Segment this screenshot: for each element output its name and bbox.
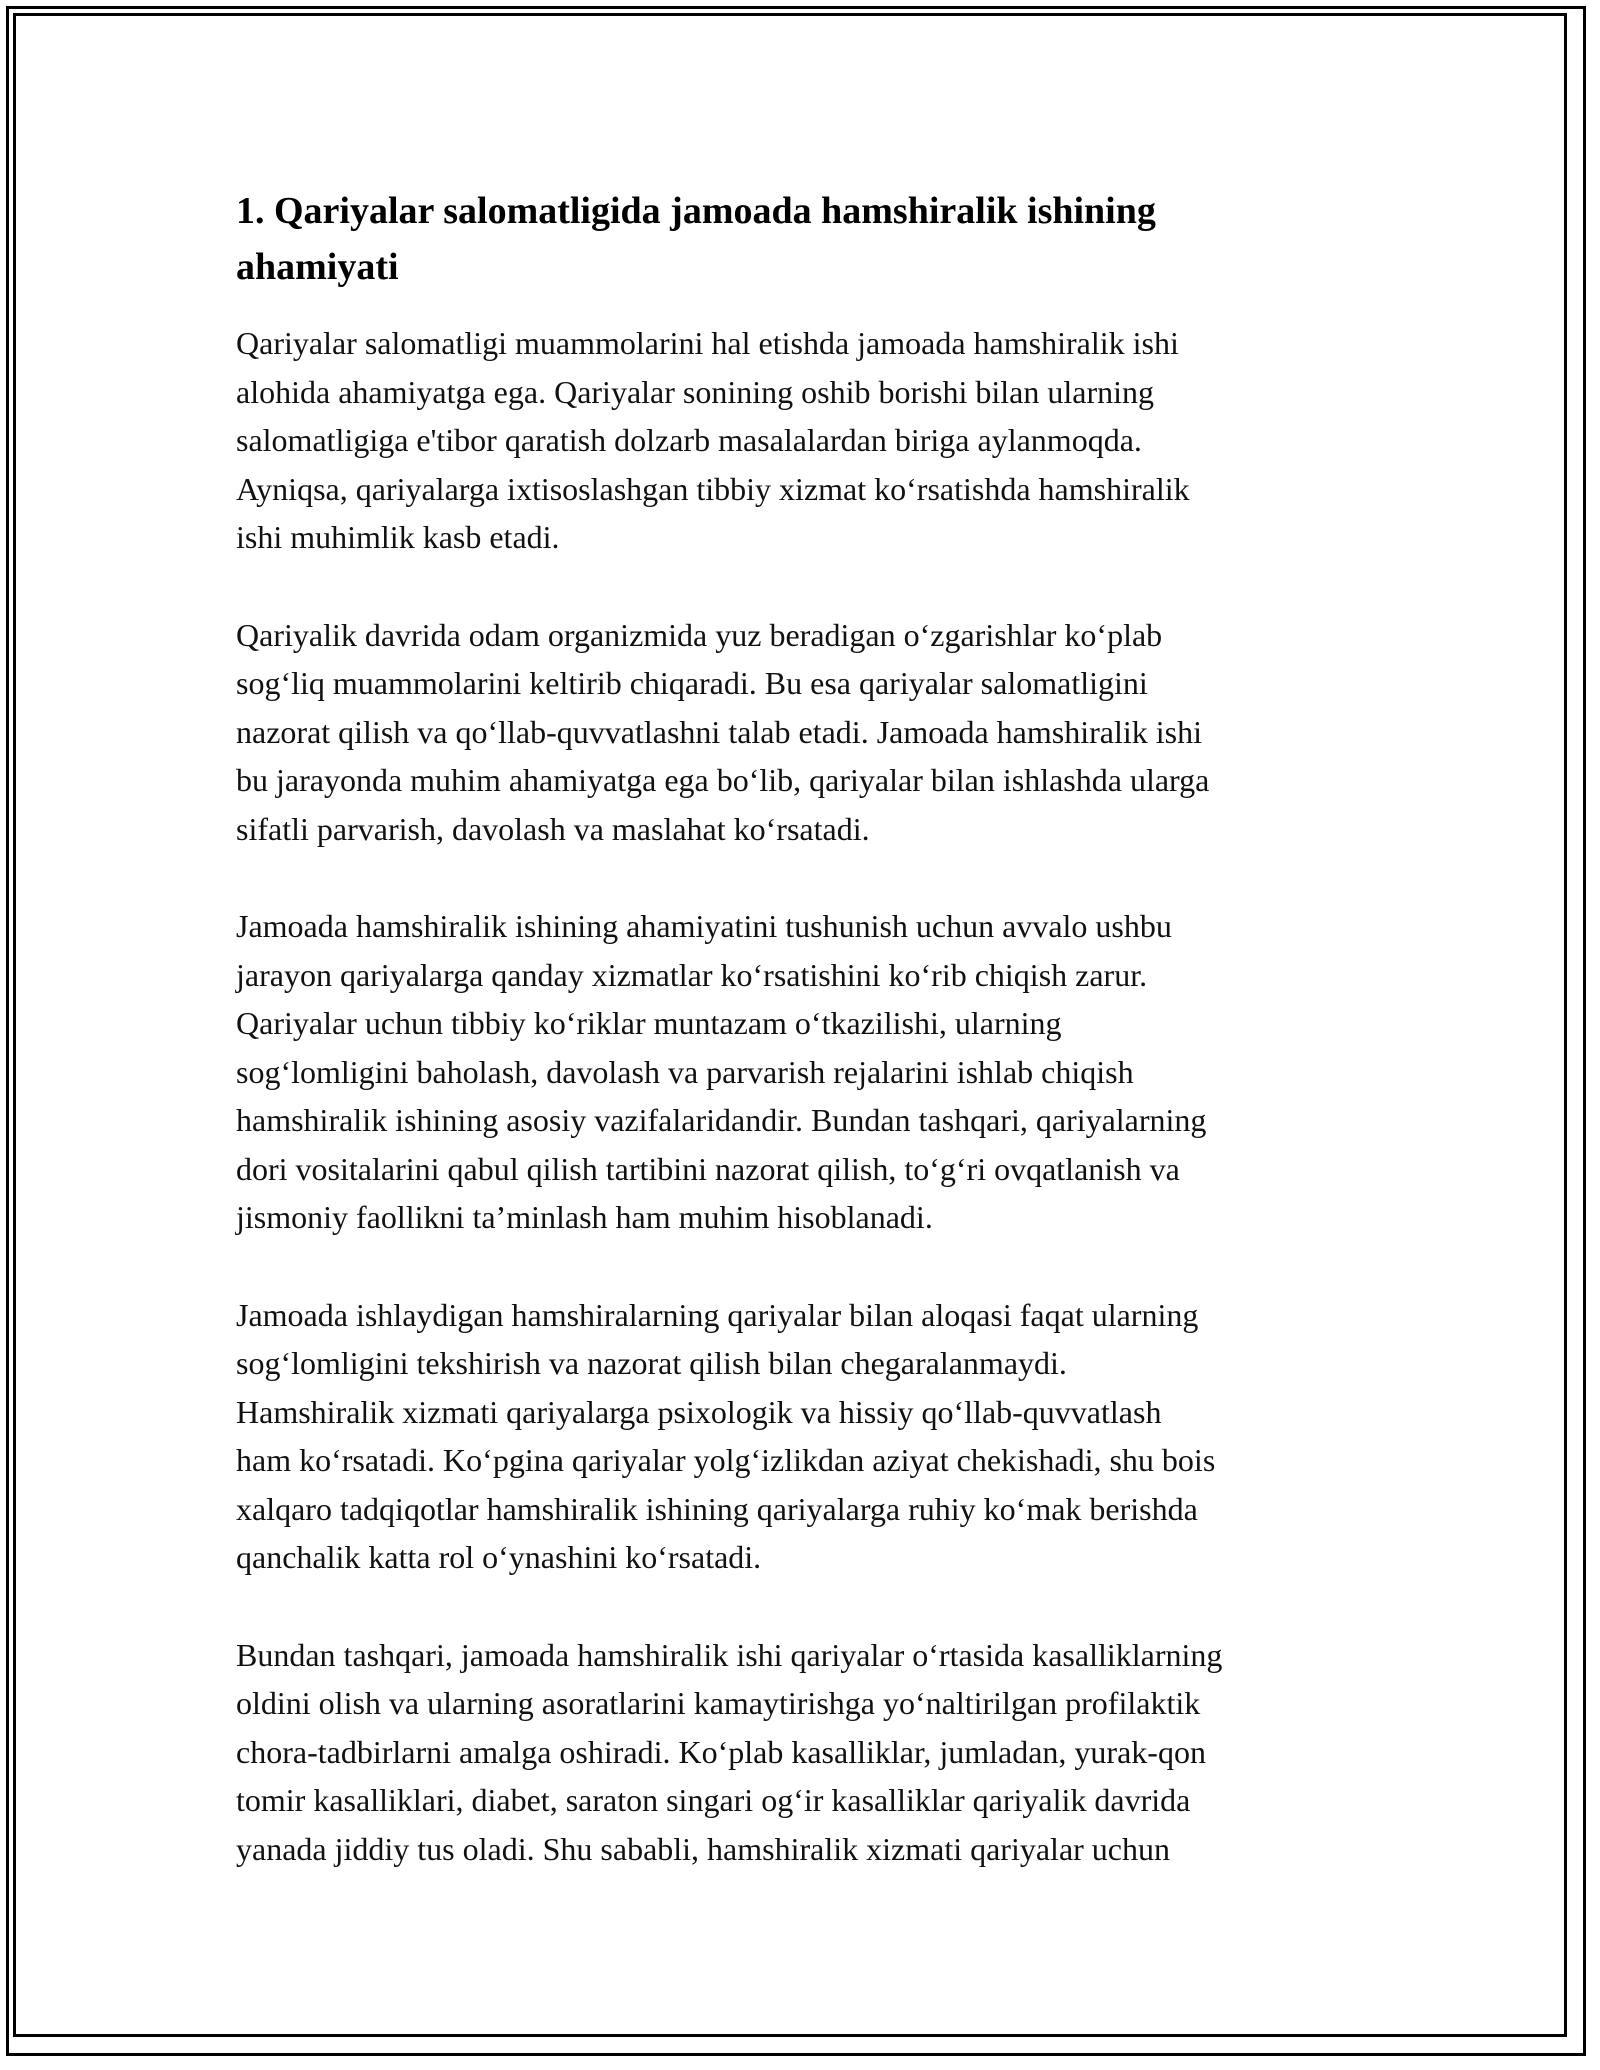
text-line: alohida ahamiyatga ega. Qariyalar sonining oshib borishi bilan ularning: [236, 373, 1154, 410]
text-line: hamshiralik ishining asosiy vazifalaridandir. Bundan tashqari, qariyalarning: [236, 1102, 1207, 1138]
text-line: Qariyalar uchun tibbiy koʻriklar muntazam oʻtkazilishi, ularning: [236, 1005, 1062, 1041]
text-line: chora-tadbirlarni amalga oshiradi. Koʻplab kasalliklar, jumladan, yurak-qon: [236, 1733, 1206, 1770]
text-line: Bundan tashqari, jamoada hamshiralik ishi qariyalar oʻrtasida kasalliklarning: [236, 1636, 1223, 1673]
heading-line: 1. Qariyalar salomatligida jamoada hamshiralik ishining: [236, 190, 1156, 232]
text-line: Qariyalar salomatligi muammolarini hal etishda jamoada hamshiralik ishi: [236, 325, 1179, 361]
text-line: Jamoada ishlaydigan hamshiralarning qariyalar bilan aloqasi faqat ularning: [236, 1296, 1199, 1333]
heading-line: ahamiyati: [236, 246, 399, 288]
text-line: salomatligiga e'tibor qaratish dolzarb masalalardan biriga aylanmoqda.: [236, 422, 1142, 458]
text-line: sogʻliq muammolarini keltirib chiqaradi. Bu esa qariyalar salomatligini: [236, 665, 1148, 701]
text-line: sogʻlomligini tekshirish va nazorat qilish bilan chegaralanmaydi.: [236, 1345, 1067, 1381]
text-line: qanchalik katta rol oʻynashini koʻrsatadi.: [236, 1539, 762, 1575]
text-line: Qariyalik davrida odam organizmida yuz beradigan oʻzgarishlar koʻplab: [236, 616, 1163, 653]
paragraph-2: [236, 611, 1386, 854]
text-line: sogʻlomligini baholash, davolash va parvarish rejalarini ishlab chiqish: [236, 1053, 1134, 1090]
paragraph-4: [236, 1291, 1386, 1582]
text-line: dori vositalarini qabul qilish tartibini nazorat qilish, toʻgʻri ovqatlanish va: [236, 1150, 1180, 1187]
text-line: nazorat qilish va qoʻllab-quvvatlashni talab etadi. Jamoada hamshiralik ishi: [236, 713, 1202, 750]
text-line: xalqaro tadqiqotlar hamshiralik ishining qariyalarga ruhiy koʻmak berishda: [236, 1490, 1198, 1527]
text-line: Ayniqsa, qariyalarga ixtisoslashgan tibbiy xizmat koʻrsatishda hamshiralik: [236, 470, 1190, 507]
document-body: [236, 183, 1386, 1922]
text-line: sifatli parvarish, davolash va maslahat koʻrsatadi.: [236, 810, 870, 847]
text-line: Hamshiralik xizmati qariyalarga psixologik va hissiy qoʻllab-quvvatlash: [236, 1393, 1162, 1430]
text-line: oldini olish va ularning asoratlarini kamaytirishga yoʻnaltirilgan profilaktik: [236, 1685, 1201, 1721]
text-line: bu jarayonda muhim ahamiyatga ega boʻlib, qariyalar bilan ishlashda ularga: [236, 762, 1210, 798]
text-line: tomir kasalliklari, diabet, saraton singari ogʻir kasalliklar qariyalik davrida: [236, 1782, 1191, 1818]
paragraph-3: [236, 902, 1386, 1242]
text-line: jarayon qariyalarga qanday xizmatlar koʻrsatishini koʻrib chiqish zarur.: [236, 956, 1148, 993]
paragraph-1: [236, 319, 1386, 562]
text-line: ham koʻrsatadi. Koʻpgina qariyalar yolgʻizlikdan aziyat chekishadi, shu bois: [236, 1442, 1216, 1478]
text-line: yanada jiddiy tus oladi. Shu sababli, hamshiralik xizmati qariyalar uchun: [236, 1830, 1170, 1867]
paragraph-5: [236, 1631, 1386, 1874]
text-line: jismoniy faollikni taʼminlash ham muhim hisoblanadi.: [236, 1199, 933, 1235]
text-line: ishi muhimlik kasb etadi.: [236, 519, 560, 555]
section-heading: [236, 183, 1386, 295]
text-line: Jamoada hamshiralik ishining ahamiyatini tushunish uchun avvalo ushbu: [236, 908, 1172, 944]
